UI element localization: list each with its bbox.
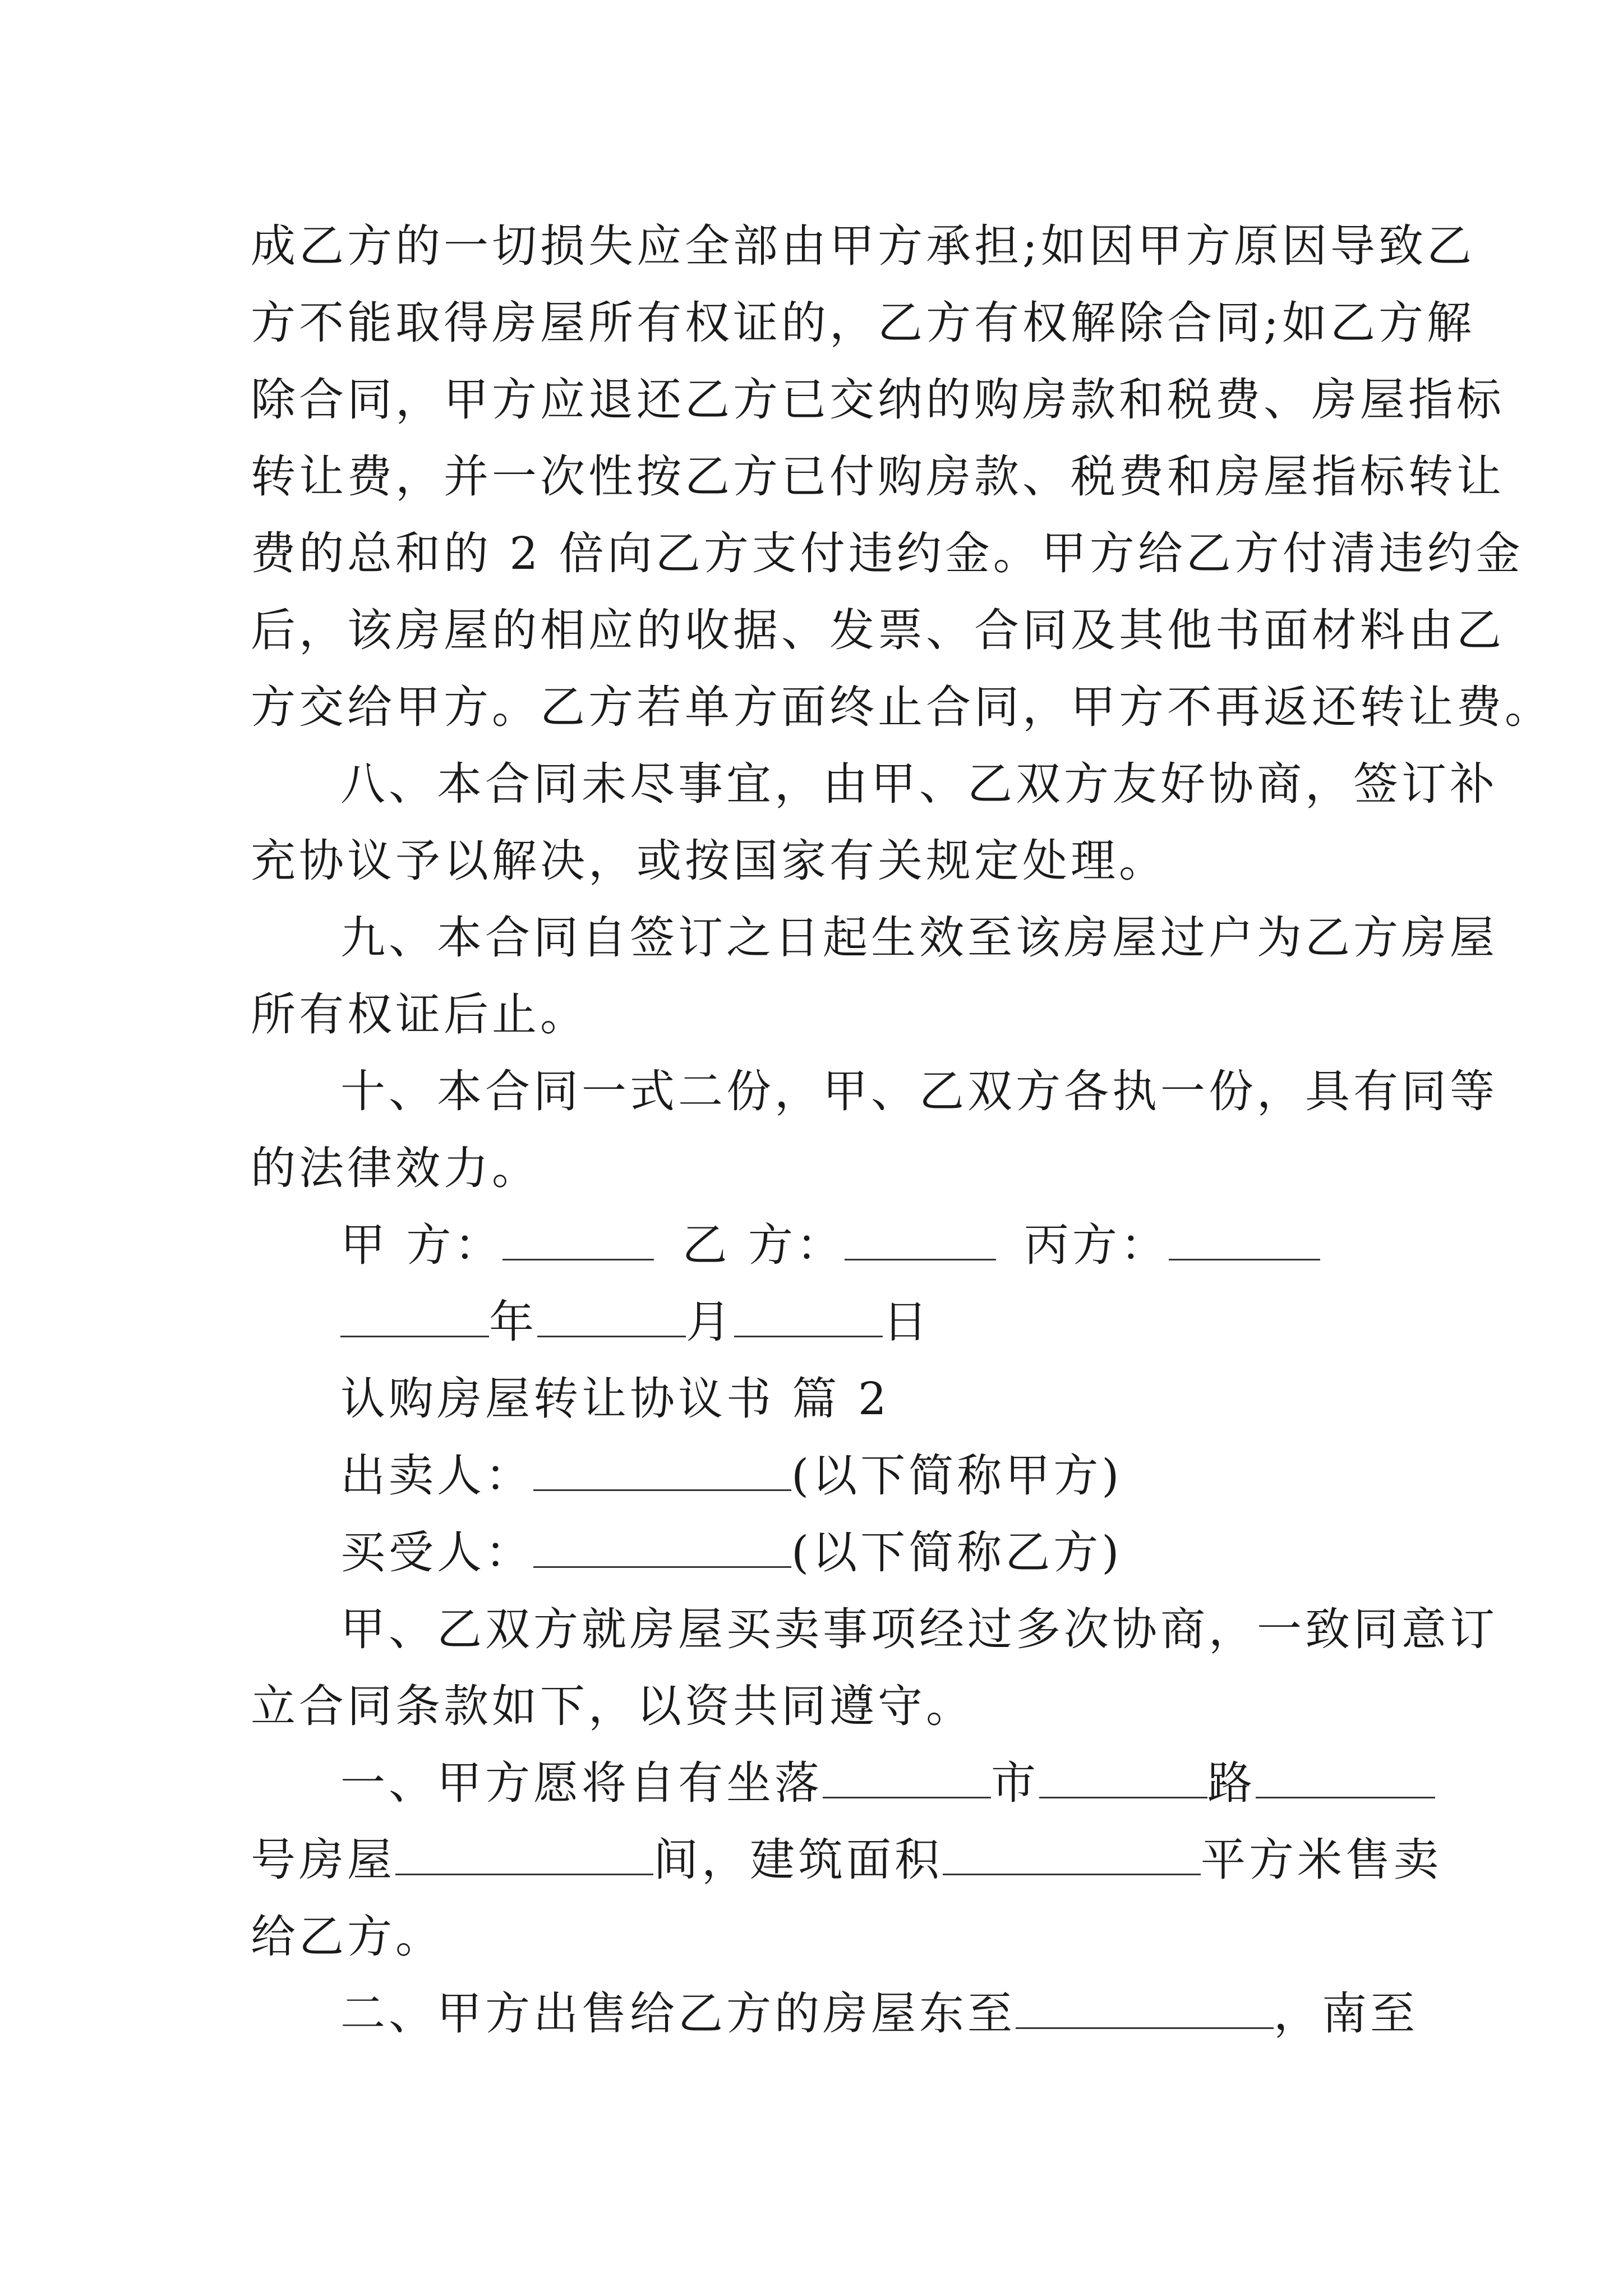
city-blank[interactable] <box>1039 1761 1207 1798</box>
city-label: 市 <box>991 1757 1039 1809</box>
party-c-label: 丙方： <box>1023 1219 1169 1271</box>
year-blank[interactable] <box>340 1300 489 1337</box>
date-row <box>251 1283 1389 1360</box>
road-label: 路 <box>1207 1757 1256 1809</box>
year-label: 年 <box>489 1296 537 1348</box>
party-a-label: 甲 方： <box>340 1219 503 1271</box>
road-blank[interactable] <box>1256 1761 1435 1798</box>
clause-7-tail <box>251 208 1553 746</box>
text-line: 方不能取得房屋所有权证的，乙方有权解除合同;如乙方解 <box>251 297 1475 349</box>
clause-2-line-1 <box>251 1975 1418 2052</box>
text-line: 成乙方的一切损失应全部由甲方承担;如因甲方原因导致乙 <box>251 220 1475 272</box>
month-label: 月 <box>686 1296 734 1348</box>
text-line: 甲、乙双方就房屋买卖事项经过多次协商，一致同意订 <box>340 1603 1498 1655</box>
south-label: ，南至 <box>1274 1987 1418 2040</box>
document-body <box>251 208 1553 2052</box>
text-line: 方交给甲方。乙方若单方面终止合同，甲方不再返还转让费。 <box>251 681 1553 733</box>
rooms-label: 间，建筑面积 <box>653 1834 943 1886</box>
text-line: 后，该房屋的相应的收据、发票、合同及其他书面材料由乙 <box>251 604 1505 656</box>
day-blank[interactable] <box>734 1300 883 1337</box>
sqm-label: 平方米售卖 <box>1201 1834 1442 1886</box>
seller-suffix: (以下简称甲方) <box>791 1450 1123 1502</box>
clause-8 <box>251 746 1498 899</box>
clause-9 <box>251 899 1498 1053</box>
text-line: 立合同条款如下，以资共同遵守。 <box>251 1680 974 1732</box>
section-title: 认购房屋转让协议书 篇 2 <box>340 1373 890 1425</box>
party-b-label: 乙 方： <box>682 1219 845 1271</box>
clause-10 <box>251 1053 1498 1207</box>
buyer-blank[interactable] <box>533 1530 791 1568</box>
clause-1-text: 一、甲方愿将自有坐落 <box>340 1757 823 1809</box>
seller-row <box>251 1437 1389 1514</box>
clause-1-line-1 <box>251 1745 1389 1821</box>
area-blank[interactable] <box>943 1838 1201 1875</box>
text-line: 除合同，甲方应退还乙方已交纳的购房款和税费、房屋指标 <box>251 374 1505 426</box>
seller-blank[interactable] <box>533 1453 791 1491</box>
section2-clause-2 <box>251 1975 1418 2052</box>
signature-row <box>251 1207 1389 1283</box>
buyer-label: 买受人： <box>340 1526 533 1579</box>
clause-2-text: 二、甲方出售给乙方的房屋东至 <box>340 1987 1016 2040</box>
house-blank[interactable] <box>395 1838 653 1875</box>
text-line: 九、本合同自签订之日起生效至该房屋过户为乙方房屋 <box>340 912 1498 964</box>
house-label: 号房屋 <box>251 1834 395 1886</box>
buyer-row <box>251 1514 1389 1591</box>
text-line: 所有权证后止。 <box>251 988 588 1041</box>
text-line: 转让费，并一次性按乙方已付购房款、税费和房屋指标转让 <box>251 450 1505 503</box>
text-line: 十、本合同一式二份，甲、乙双方各执一份，具有同等 <box>340 1065 1498 1117</box>
section2-clause-1 <box>251 1745 1442 1975</box>
buyer-suffix: (以下简称乙方) <box>791 1526 1123 1579</box>
party-c-blank[interactable] <box>1169 1223 1320 1260</box>
month-blank[interactable] <box>537 1300 686 1337</box>
text-line: 八、本合同未尽事宜，由甲、乙双方友好协商，签订补 <box>340 758 1498 810</box>
text-line: 的法律效力。 <box>251 1142 540 1194</box>
clause-1-line-2 <box>251 1821 1442 1898</box>
text-line: 费的总和的 2 倍向乙方支付违约金。甲方给乙方付清违约金 <box>251 527 1524 579</box>
party-a-blank[interactable] <box>502 1223 654 1260</box>
location-blank[interactable] <box>823 1761 991 1798</box>
section-intro <box>251 1591 1498 1745</box>
day-label: 日 <box>883 1296 931 1348</box>
text-line: 充协议予以解决，或按国家有关规定处理。 <box>251 835 1167 887</box>
clause-1-line-3: 给乙方。 <box>251 1911 444 1963</box>
party-b-blank[interactable] <box>845 1223 996 1260</box>
east-blank[interactable] <box>1016 1991 1274 2029</box>
seller-label: 出卖人： <box>340 1450 533 1502</box>
